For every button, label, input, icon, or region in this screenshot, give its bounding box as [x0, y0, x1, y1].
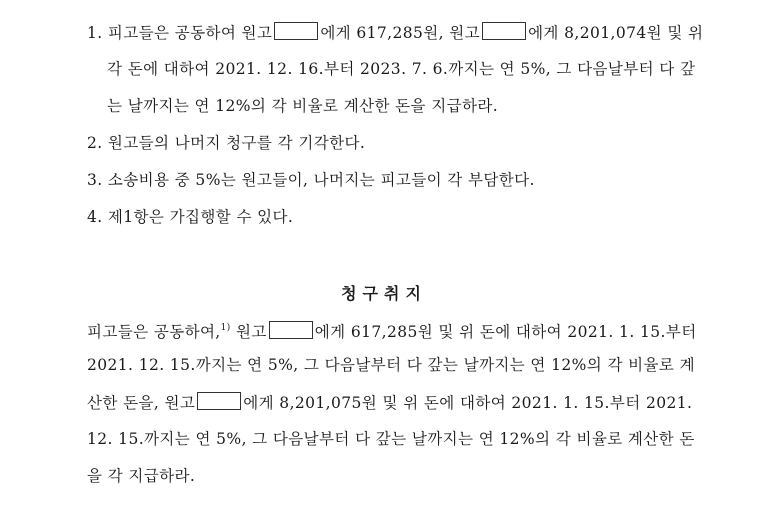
- order-item-1-line-2: 각 돈에 대하여 2021. 12. 16.부터 2023. 7. 6.까지는 연 5%, 그 다음날부터 다 갚: [107, 60, 696, 78]
- order-item-1-line-3: 는 날까지는 연 12%의 각 비율로 계산한 돈을 지급하라.: [107, 97, 499, 115]
- order-item-2: 2. 원고들의 나머지 청구를 각 기각한다.: [87, 134, 366, 152]
- redacted-name-box: [197, 392, 241, 410]
- claim-line-4: 12. 15.까지는 연 5%, 그 다음날부터 다 갚는 날까지는 연 12%의 각 비율로 계산한 돈: [87, 430, 695, 448]
- order-item-1-text-a: 1. 피고들은 공동하여 원고: [87, 24, 273, 42]
- order-item-1-text-c: 에게 8,201,074원 및 위: [528, 24, 704, 42]
- order-item-1-text-b: 에게 617,285원, 원고: [320, 24, 481, 42]
- claim-line-2: 2021. 12. 15.까지는 연 5%, 그 다음날부터 다 갚는 날까지는 연 12%의 각 비율로 계: [87, 356, 695, 374]
- order-item-3: 3. 소송비용 중 5%는 원고들이, 나머지는 피고들이 각 부담한다.: [87, 171, 535, 189]
- claim-title: 청구취지: [341, 284, 427, 303]
- claim-line-3: [87, 392, 692, 413]
- claim-text-b: 원고: [236, 323, 267, 341]
- claim-text-c: 에게 617,285원 및 위 돈에 대하여 2021. 1. 15.부터: [314, 323, 697, 341]
- order-item-1-line-1: [87, 22, 703, 43]
- claim-text-d: 산한 돈을, 원고: [87, 394, 196, 412]
- claim-line-5: 을 각 지급하라.: [87, 467, 196, 485]
- order-item-4: 4. 제1항은 가집행할 수 있다.: [87, 208, 294, 226]
- redacted-name-box: [274, 22, 318, 40]
- redacted-name-box: [269, 321, 313, 339]
- footnote-marker[interactable]: 1): [220, 323, 231, 333]
- claim-text-e: 에게 8,201,075원 및 위 돈에 대하여 2021. 1. 15.부터 2021.: [243, 394, 693, 412]
- claim-text-a: 피고들은 공동하여,: [87, 323, 221, 341]
- claim-line-1: [87, 318, 697, 342]
- redacted-name-box: [482, 22, 526, 40]
